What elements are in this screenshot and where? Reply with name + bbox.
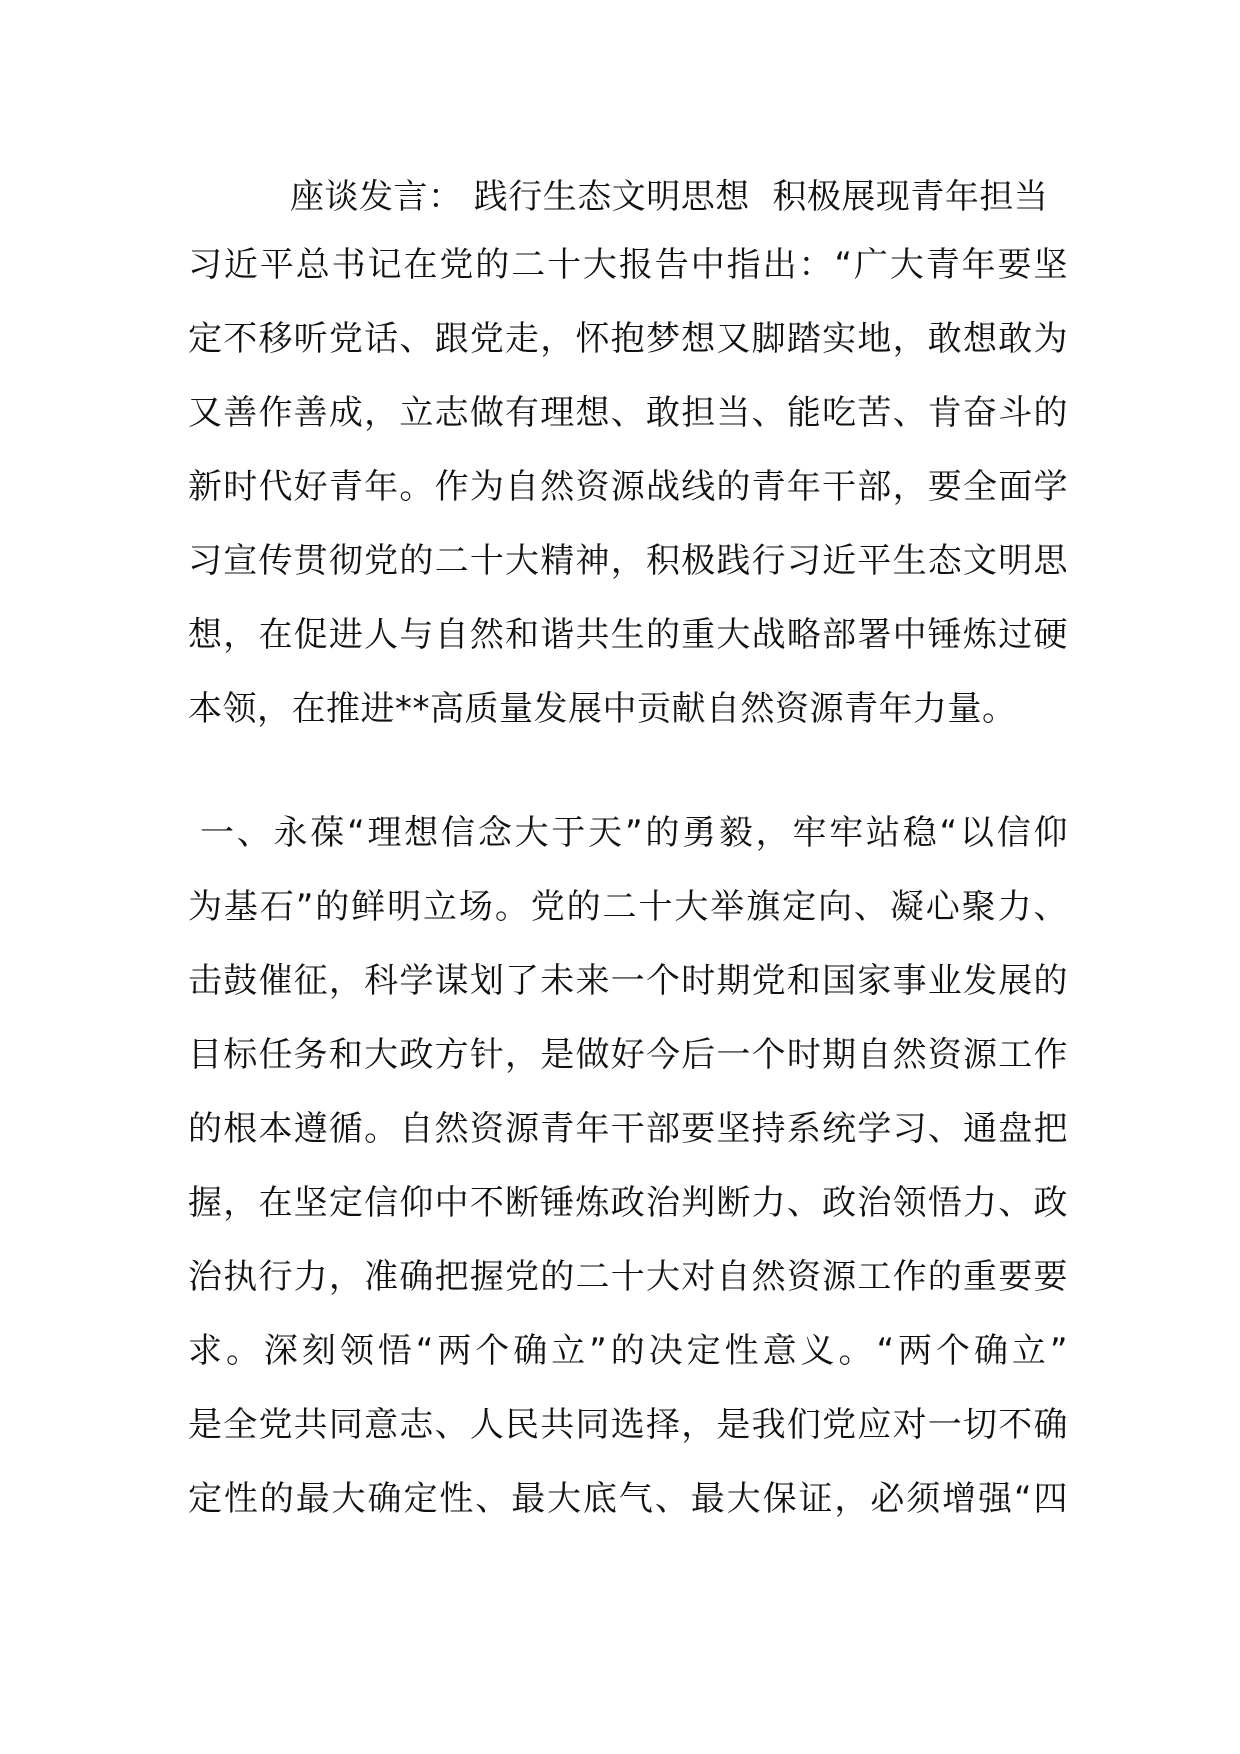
document-title: 座谈发言： 践行生态文明思想 积极展现青年担当: [290, 177, 1049, 217]
paragraph-line: 握，在坚定信仰中不断锤炼政治判断力、政治领悟力、政: [188, 1183, 1068, 1223]
paragraph-line: 想，在促进人与自然和谐共生的重大战略部署中锤炼过硬: [188, 615, 1068, 655]
paragraph-line: 定不移听党话、跟党走，怀抱梦想又脚踏实地，敢想敢为: [188, 319, 1068, 359]
paragraph-line: 又善作善成，立志做有理想、敢担当、能吃苦、肯奋斗的: [188, 393, 1068, 433]
paragraph-line: 定性的最大确定性、最大底气、最大保证，必须增强“四: [188, 1479, 1068, 1519]
paragraph-line: 本领，在推进**高质量发展中贡献自然资源青年力量。: [188, 689, 1017, 729]
paragraph-line: 的根本遵循。自然资源青年干部要坚持系统学习、通盘把: [188, 1109, 1068, 1149]
paragraph-line: 治执行力，准确把握党的二十大对自然资源工作的重要要: [188, 1257, 1068, 1297]
paragraph-line: 求。深刻领悟“两个确立”的决定性意义。“两个确立”: [188, 1331, 1068, 1371]
section-heading-line: 一、永葆“理想信念大于天”的勇毅，牢牢站稳“以信仰: [200, 813, 1068, 853]
paragraph-line: 新时代好青年。作为自然资源战线的青年干部，要全面学: [188, 467, 1068, 507]
paragraph-line: 习宣传贯彻党的二十大精神，积极践行习近平生态文明思: [188, 541, 1068, 581]
paragraph-line: 击鼓催征，科学谋划了未来一个时期党和国家事业发展的: [188, 961, 1068, 1001]
paragraph-section-one: [188, 796, 1068, 1536]
paragraph-line: 为基石”的鲜明立场。党的二十大举旗定向、凝心聚力、: [188, 887, 1068, 927]
paragraph-intro: [188, 228, 1068, 746]
paragraph-line: 目标任务和大政方针，是做好今后一个时期自然资源工作: [188, 1035, 1068, 1075]
paragraph-line: 是全党共同意志、人民共同选择，是我们党应对一切不确: [188, 1405, 1068, 1445]
paragraph-line: 习近平总书记在党的二十大报告中指出：“广大青年要坚: [188, 245, 1068, 285]
